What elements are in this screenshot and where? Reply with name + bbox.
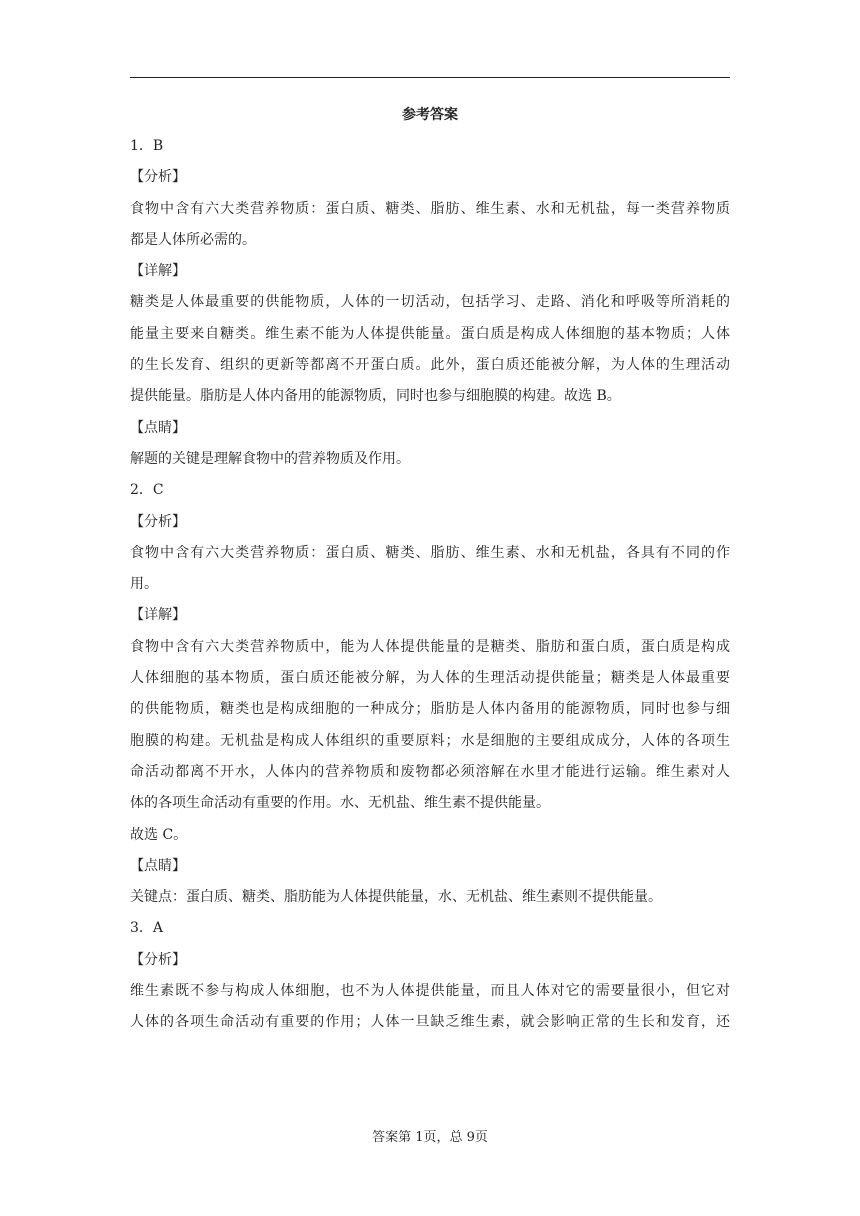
page-title: 参考答案	[402, 107, 458, 123]
page-footer: 答案第 1页，总 9页	[372, 1130, 488, 1145]
text-line: 3．A	[130, 920, 164, 937]
text-line: 人体的各项生命活动有重要的作用；人体一旦缺乏维生素，就会影响正常的生长和发育，还	[130, 1014, 730, 1031]
text-line: 的生长发育、组织的更新等都离不开蛋白质。此外，蛋白质还能被分解，为人体的生理活动	[130, 357, 730, 374]
text-line: 都是人体所必需的。	[130, 231, 256, 248]
text-line: 【分析】	[130, 951, 186, 968]
text-line: 命活动都离不开水，人体内的营养物质和废物都必须溶解在水里才能进行运输。维生素对人	[130, 763, 730, 780]
header-rule	[130, 77, 730, 78]
text-line: 体的各项生命活动有重要的作用。水、无机盐、维生素不提供能量。	[130, 795, 550, 812]
text-line: 的供能物质，糖类也是构成细胞的一种成分；脂肪是人体内备用的能源物质，同时也参与细	[130, 701, 730, 718]
text-line: 食物中含有六大类营养物质：蛋白质、糖类、脂肪、维生素、水和无机盐，各具有不同的作	[130, 544, 730, 561]
text-line: 解题的关键是理解食物中的营养物质及作用。	[130, 450, 410, 467]
text-line: 2．C	[130, 482, 164, 499]
text-line: 能量主要来自糖类。维生素不能为人体提供能量。蛋白质是构成人体细胞的基本物质；人体	[130, 325, 730, 342]
text-line: 糖类是人体最重要的供能物质，人体的一切活动，包括学习、走路、消化和呼吸等所消耗的	[130, 294, 730, 311]
text-line: 【详解】	[130, 607, 186, 624]
text-line: 食物中含有六大类营养物质中，能为人体提供能量的是糖类、脂肪和蛋白质，蛋白质是构成	[130, 638, 730, 655]
text-line: 关键点：蛋白质、糖类、脂肪能为人体提供能量，水、无机盐、维生素则不提供能量。	[130, 889, 662, 906]
text-line: 提供能量。脂肪是人体内备用的能源物质，同时也参与细胞膜的构建。故选 B。	[130, 388, 621, 405]
text-line: 胞膜的构建。无机盐是构成人体组织的重要原料；水是细胞的主要组成成分，人体的各项生	[130, 732, 730, 749]
text-line: 【点睛】	[130, 857, 186, 874]
text-line: 用。	[130, 576, 158, 593]
text-line: 食物中含有六大类营养物质：蛋白质、糖类、脂肪、维生素、水和无机盐，每一类营养物质	[130, 200, 730, 217]
text-line: 故选 C。	[130, 826, 188, 843]
text-line: 1．B	[130, 138, 164, 154]
text-line: 【点睛】	[130, 419, 186, 436]
text-line: 【分析】	[130, 513, 186, 530]
answer-content	[130, 131, 730, 1039]
text-line: 【分析】	[130, 169, 186, 186]
text-line: 【详解】	[130, 263, 186, 280]
text-line: 维生素既不参与构成人体细胞，也不为人体提供能量，而且人体对它的需要量很小，但它对	[130, 983, 730, 1000]
text-line: 人体细胞的基本物质，蛋白质还能被分解，为人体的生理活动提供能量；糖类是人体最重要	[130, 670, 730, 687]
